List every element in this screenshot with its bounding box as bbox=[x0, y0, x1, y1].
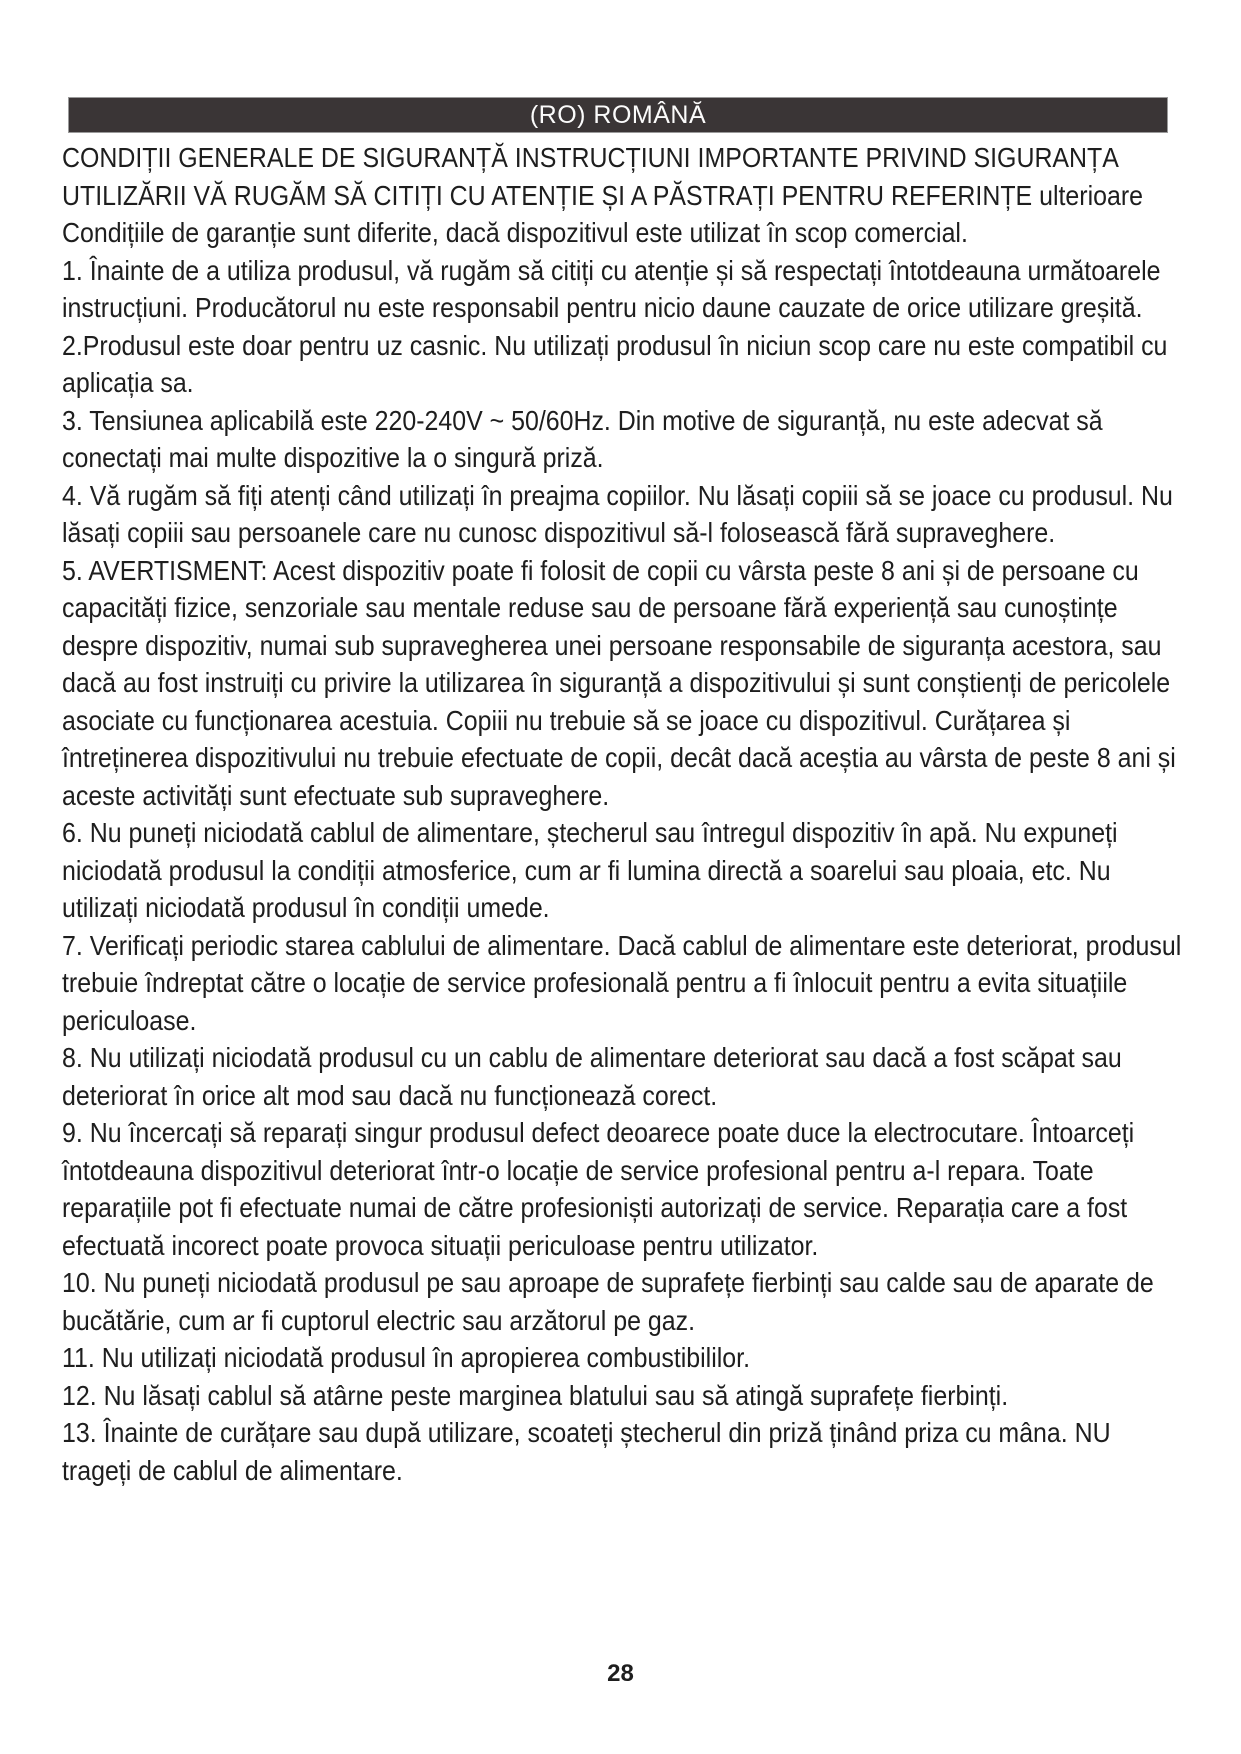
warranty-note-paragraph: Condițiile de garanție sunt diferite, dacă dispozitivul este utilizat în scop comercial. bbox=[62, 217, 968, 248]
instruction-paragraph-3: 3. Tensiunea aplicabilă este 220-240V ~ 50/60Hz. Din motive de siguranță, nu este adecvat să conectați mai multe dispozitive la o singură priză. bbox=[62, 404, 1103, 473]
instruction-paragraph-5: 5. AVERTISMENT: Acest dispozitiv poate fi folosit de copii cu vârsta peste 8 ani și de persoane cu capacități fizice, senzoriale sau mentale reduse sau de persoane fără experiență sau cunoștințe despre dispozitiv, numai sub supravegherea unei persoane responsabile de siguranța acestora, sau dacă au fost instruiți cu privire la utilizarea în siguranță a dispozitivului și sunt conștienți de pericolele asociate cu funcționarea acestuia. Copiii nu trebuie să se joace cu dispozitivul. Curățarea și întreținerea dispozitivului nu trebuie efectuate de copii, decât dacă aceștia au vârsta de peste 8 ani și aceste activități sunt efectuate sub supraveghere. bbox=[62, 554, 1176, 811]
language-header-label: (RO) ROMÂNĂ bbox=[529, 101, 707, 129]
instruction-paragraph-7: 7. Verificați periodic starea cablului de alimentare. Dacă cablul de alimentare este deteriorat, produsul trebuie îndreptat către o locație de service profesională pentru a fi înlocuit pentru a evita situațiile periculoase. bbox=[62, 929, 1182, 1036]
instruction-paragraph-2: 2.Produsul este doar pentru uz casnic. Nu utilizați produsul în niciun scop care nu este compatibil cu aplicația sa. bbox=[62, 329, 1168, 398]
instruction-paragraph-4: 4. Vă rugăm să fiți atenți când utilizați în preajma copiilor. Nu lăsați copiii să se joace cu produsul. Nu lăsați copiii sau persoanele care nu cunosc dispozitivul să-l folosească fără supraveghere. bbox=[62, 479, 1173, 548]
safety-heading: CONDIȚII GENERALE DE SIGURANȚĂ INSTRUCȚIUNI IMPORTANTE PRIVIND SIGURANȚA UTILIZĂRII VĂ RUGĂM SĂ CITIȚI CU ATENȚIE ȘI A PĂSTRAȚI PENTRU REFERINȚE ulterioare bbox=[62, 142, 1143, 211]
instruction-paragraph-11: 11. Nu utilizați niciodată produsul în apropierea combustibililor. bbox=[62, 1342, 750, 1373]
instruction-paragraph-13: 13. Înainte de curățare sau după utilizare, scoateți ștecherul din priză ținând priza cu mâna. NU trageți de cablul de alimentare. bbox=[62, 1417, 1111, 1486]
instruction-paragraph-12: 12. Nu lăsați cablul să atârne peste marginea blatului sau să atingă suprafețe fierbinți. bbox=[62, 1379, 1009, 1411]
instruction-paragraph-6: 6. Nu puneți niciodată cablul de alimentare, ștecherul sau întregul dispozitiv în apă. Nu expuneți niciodată produsul la condiții atmosferice, cum ar fi lumina directă a soarelui sau ploaia, etc. Nu utilizați niciodată produsul în condiții umede. bbox=[62, 817, 1118, 923]
page-content bbox=[62, 139, 1183, 1489]
instruction-paragraph-1: 1. Înainte de a utiliza produsul, vă rugăm să citiți cu atenție și să respectați întotdeauna următoarele instrucțiuni. Producătorul nu este responsabil pentru nicio daune cauzate de orice utilizare greșită. bbox=[62, 254, 1161, 323]
instruction-paragraph-10: 10. Nu puneți niciodată produsul pe sau aproape de suprafețe fierbinți sau calde sau de aparate de bucătărie, cum ar fi cuptorul electric sau arzătorul pe gaz. bbox=[62, 1267, 1154, 1336]
instruction-paragraph-8: 8. Nu utilizați niciodată produsul cu un cablu de alimentare deteriorat sau dacă a fost scăpat sau deteriorat în orice alt mod sau dacă nu funcționează corect. bbox=[62, 1042, 1122, 1111]
language-header-bar bbox=[68, 97, 1168, 133]
page-number: 28 bbox=[607, 1660, 634, 1687]
instruction-paragraph-9: 9. Nu încercați să reparați singur produsul defect deoarece poate duce la electrocutare. Întoarceți întotdeauna dispozitivul deteriorat într-o locație de service profesional pentru a-l repara. Toate reparațiile pot fi efectuate numai de către profesioniști autorizați de service. Reparația care a fost efectuată incorect poate provoca situații periculoase pentru utilizator. bbox=[62, 1117, 1135, 1261]
